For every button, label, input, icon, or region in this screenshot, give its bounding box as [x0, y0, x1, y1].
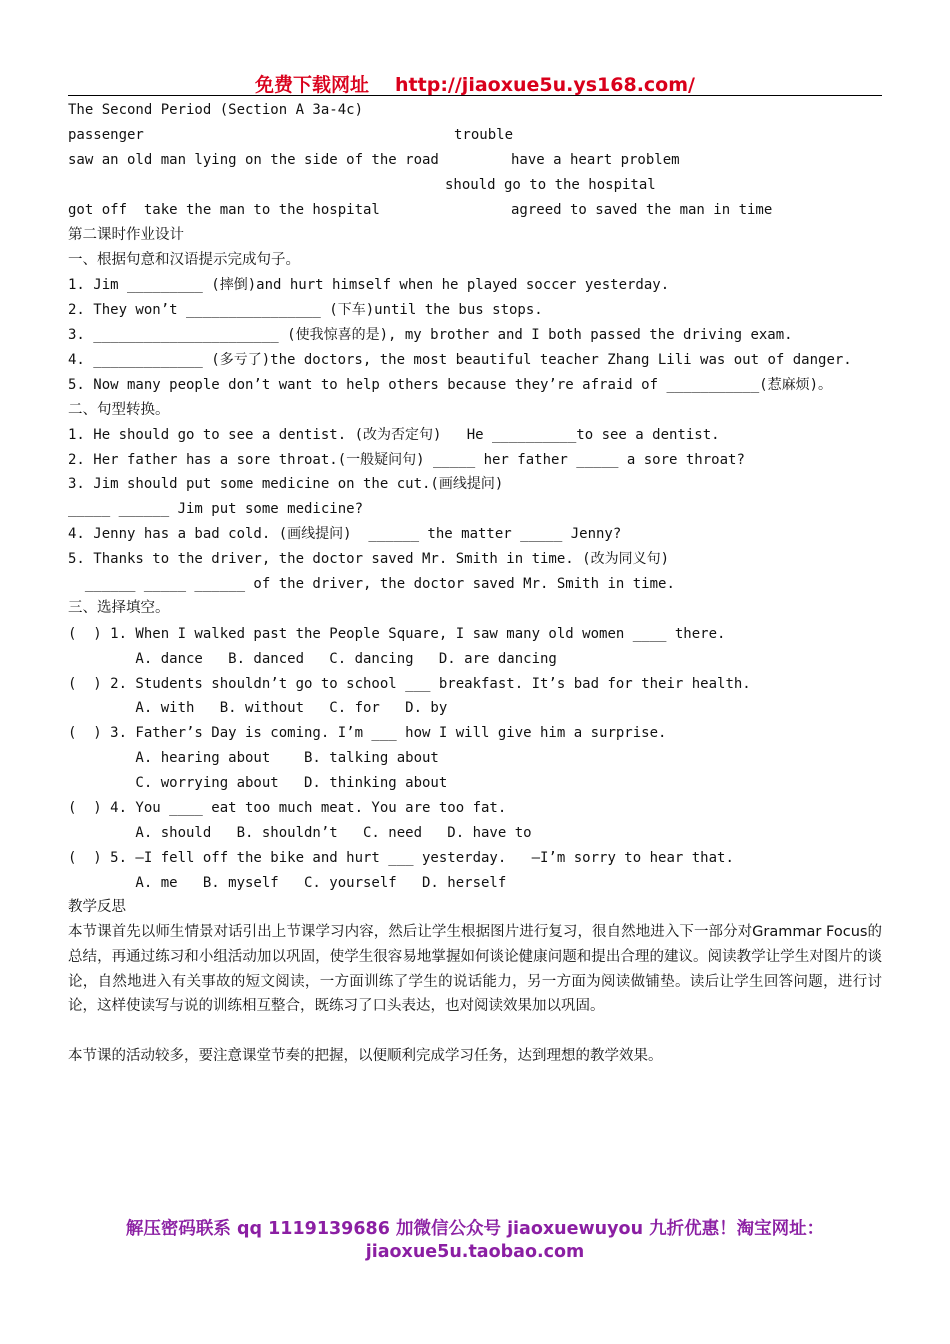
part3-q3-options-cd: C. worrying about D. thinking about	[68, 775, 448, 791]
reflection-paragraph-2: 本节课的活动较多，要注意课堂节奏的把握，以便顺利完成学习任务，达到理想的教学效果。	[68, 1048, 663, 1064]
download-header	[68, 70, 882, 97]
part1-item-2: 2. They won’t ________________ (下车)until the bus stops.	[68, 302, 543, 318]
board-trouble: trouble	[454, 127, 514, 143]
part3-title: 三、选择填空。	[68, 600, 170, 616]
part3-q1-options: A. dance B. danced C. dancing D. are dancing	[68, 651, 557, 667]
part2-item-5: 5. Thanks to the driver, the doctor saved Mr. Smith in time. (改为同义句)	[68, 551, 670, 567]
contact-line: 解压密码联系 qq 1119139686 加微信公众号 jiaoxuewuyou 九折优惠！淘宝网址：	[125, 1219, 825, 1239]
part1-title: 一、根据句意和汉语提示完成句子。	[68, 252, 300, 268]
part2-title: 二、句型转换。	[68, 402, 170, 418]
part1-item-4: 4. _____________ (多亏了)the doctors, the most beautiful teacher Zhang Lili was out of danger.	[68, 352, 852, 368]
part1-item-1: 1. Jim _________ (摔倒)and hurt himself when he played soccer yesterday.	[68, 277, 670, 293]
part3-q4-options: A. should B. shouldn’t C. need D. have to	[68, 825, 532, 841]
board-passenger: passenger	[68, 127, 144, 143]
board-title: The Second Period (Section A 3a-4c)	[68, 102, 364, 118]
part3-q5-options: A. me B. myself C. yourself D. herself	[68, 875, 507, 891]
part3-q3: ( ) 3. Father’s Day is coming. I’m ___ how I will give him a surprise.	[68, 725, 667, 741]
board-agreed-saved: agreed to saved the man in time	[511, 202, 773, 218]
part2-item-4: 4. Jenny has a bad cold. (画线提问) ______ the matter _____ Jenny?	[68, 526, 622, 542]
part3-q4: ( ) 4. You ____ eat too much meat. You are too fat.	[68, 800, 507, 816]
taobao-link[interactable]: jiaoxue5u.taobao.com	[365, 1242, 585, 1262]
reflection-title: 教学反思	[68, 899, 126, 915]
part2-item-1: 1. He should go to see a dentist. (改为否定句) He __________to see a dentist.	[68, 427, 720, 443]
part1-item-5: 5. Now many people don’t want to help others because they’re afraid of ___________(惹麻烦)。	[68, 377, 833, 393]
part3-q2: ( ) 2. Students shouldn’t go to school ___ breakfast. It’s bad for their health.	[68, 676, 751, 692]
part3-q2-options: A. with B. without C. for D. by	[68, 700, 448, 716]
part1-item-3: 3. ______________________ (使我惊喜的是), my brother and I both passed the driving exam.	[68, 327, 793, 343]
download-label: 免费下载网址	[255, 74, 370, 96]
board-got-off: got off take the man to the hospital	[68, 202, 380, 218]
part3-q1: ( ) 1. When I walked past the People Square, I saw many old women ____ there.	[68, 626, 726, 642]
part2-item-3: 3. Jim should put some medicine on the cut.(画线提问)	[68, 476, 504, 492]
part3-q5: ( ) 5. –I fell off the bike and hurt ___ yesterday. –I’m sorry to hear that.	[68, 850, 734, 866]
header-divider	[68, 95, 882, 96]
part3-q3-options-ab: A. hearing about B. talking about	[68, 750, 439, 766]
part2-item-3-answer: _____ ______ Jim put some medicine?	[68, 501, 364, 517]
part2-item-2: 2. Her father has a sore throat.(一般疑问句) _____ her father _____ a sore throat?	[68, 452, 745, 468]
homework-title: 第二课时作业设计	[68, 227, 184, 243]
download-url-link[interactable]: http://jiaoxue5u.ys168.com/	[395, 74, 695, 96]
contact-footer	[40, 1218, 910, 1264]
board-saw-old-man: saw an old man lying on the side of the road	[68, 152, 439, 168]
reflection-paragraph-1: 本节课首先以师生情景对话引出上节课学习内容，然后让学生根据图片进行复习，很自然地进入下一部分对Grammar Focus的总结，再通过练习和小组活动加以巩固，使学生很容易地掌握如何谈论健康问题和提出合理的建议。阅读教学让学生对图片的谈论，自然地进入有关事故的短文阅读，一方面训练了学生的说话能力，另一方面为阅读做铺垫。读后让学生回答问题，进行讨论，这样使读写与说的训练相互整合，既练习了口头表达，也对阅读效果加以巩固。	[68, 924, 882, 1015]
board-heart-problem: have a heart problem	[511, 152, 680, 168]
board-go-hospital: should go to the hospital	[445, 177, 656, 193]
part2-item-5-answer: ______ _____ ______ of the driver, the doctor saved Mr. Smith in time.	[68, 576, 675, 592]
